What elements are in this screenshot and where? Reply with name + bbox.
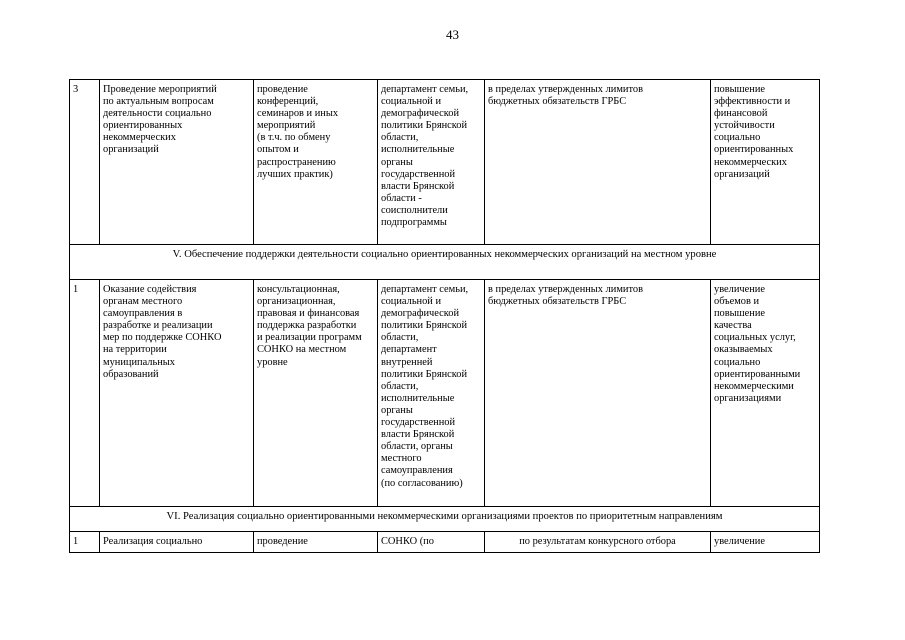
table-row (70, 532, 820, 553)
measure-result: увеличение (711, 532, 820, 553)
section-heading-vi: VI. Реализация социально ориентированными некоммерческими организациями проектов по приоритетным направлениям (70, 507, 820, 532)
table-row (70, 280, 820, 507)
measure-activity: консультационная, организационная, правовая и финансовая поддержка разработки и реализации программ СОНКО на местном уровне (254, 280, 378, 507)
measure-executor: департамент семьи, социальной и демографической политики Брянской области, департамент внутренней политики Брянской области, исполнительные органы государственной власти Брянской области, органы местного самоуправления (по согласованию) (378, 280, 485, 507)
row-number: 3 (70, 80, 100, 245)
measure-funding: по результатам конкурсного отбора (485, 532, 711, 553)
row-number: 1 (70, 532, 100, 553)
measure-activity: проведение конференций, семинаров и иных мероприятий (в т.ч. по обмену опытом и распространению лучших практик) (254, 80, 378, 245)
section-row (70, 507, 820, 532)
measure-result: увеличение объемов и повышение качества социальных услуг, оказываемых социально ориентированными некоммерческими организациями (711, 280, 820, 507)
measure-funding: в пределах утвержденных лимитов бюджетных обязательств ГРБС (485, 280, 711, 507)
section-row (70, 245, 820, 280)
measure-activity: проведение (254, 532, 378, 553)
measure-name: Реализация социально (100, 532, 254, 553)
measure-executor: департамент семьи, социальной и демографической политики Брянской области, исполнительные органы государственной власти Брянской области - соисполнители подпрограммы (378, 80, 485, 245)
page-number: 43 (446, 27, 459, 42)
row-number: 1 (70, 280, 100, 507)
section-heading-v: V. Обеспечение поддержки деятельности социально ориентированных некоммерческих организаций на местном уровне (70, 245, 820, 280)
measure-result: повышение эффективности и финансовой устойчивости социально ориентированных некоммерческих организаций (711, 80, 820, 245)
program-measures-table (69, 79, 820, 553)
measure-executor: СОНКО (по (378, 532, 485, 553)
measure-funding: в пределах утвержденных лимитов бюджетных обязательств ГРБС (485, 80, 711, 245)
measure-name: Проведение мероприятий по актуальным вопросам деятельности социально ориентированных некоммерческих организаций (100, 80, 254, 245)
table-row (70, 80, 820, 245)
measure-name: Оказание содействия органам местного самоуправления в разработке и реализации мер по поддержке СОНКО на территории муниципальных образований (100, 280, 254, 507)
